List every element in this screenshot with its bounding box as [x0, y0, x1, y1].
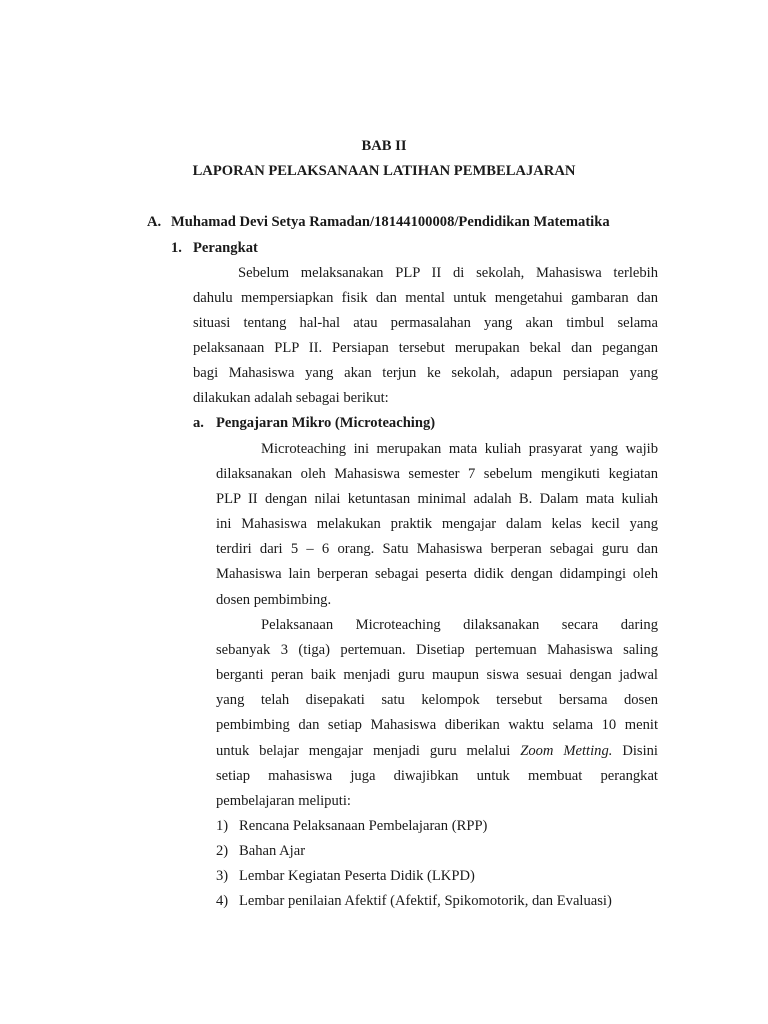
list-item: Lembar penilaian Afektif (Afektif, Spikomotorik, dan Evaluasi): [239, 893, 612, 909]
list-marker: 4): [216, 893, 229, 909]
paragraph-line: pelaksanaan PLP II. Persiapan tersebut merupakan bekal dan pegangan: [193, 340, 658, 356]
paragraph-line: dahulu mempersiapkan fisik dan mental untuk mengetahui gambaran dan: [193, 290, 658, 306]
text-run: untuk belajar mengajar menjadi guru melalui: [216, 743, 521, 759]
paragraph-line-mixed: [216, 742, 658, 760]
paragraph-line: setiap mahasiswa juga diwajibkan untuk membuat perangkat: [216, 768, 658, 784]
item-a-marker: a.: [193, 415, 204, 431]
text-run: Disini: [612, 743, 658, 759]
section-a-title: Muhamad Devi Setya Ramadan/18144100008/Pendidikan Matematika: [171, 214, 610, 230]
list-item: Bahan Ajar: [239, 843, 306, 859]
chapter-title: LAPORAN PELAKSANAAN LATIHAN PEMBELAJARAN: [192, 163, 576, 179]
paragraph-line: pembimbing dan setiap Mahasiswa diberikan waktu selama 10 menit: [216, 717, 658, 733]
paragraph-line: pembelajaran meliputi:: [216, 793, 351, 809]
paragraph-line: Pelaksanaan Microteaching dilaksanakan secara daring: [261, 617, 658, 633]
list-marker: 2): [216, 843, 229, 859]
list-item: Lembar Kegiatan Peserta Didik (LKPD): [239, 868, 475, 884]
paragraph-line: Microteaching ini merupakan mata kuliah prasyarat yang wajib: [261, 441, 658, 457]
paragraph-line: yang telah disepakati satu kelompok tersebut bersama dosen: [216, 692, 658, 708]
paragraph-line: Mahasiswa lain berperan sebagai peserta didik dengan didampingi oleh: [216, 566, 658, 582]
paragraph-line: sebanyak 3 (tiga) pertemuan. Disetiap pertemuan Mahasiswa saling: [216, 642, 658, 658]
section-a-marker: A.: [147, 214, 162, 230]
subsection-1-marker: 1.: [171, 240, 182, 256]
list-marker: 3): [216, 868, 229, 884]
subsection-1-title: Perangkat: [193, 240, 258, 256]
paragraph-line: Sebelum melaksanakan PLP II di sekolah, Mahasiswa terlebih: [238, 265, 658, 281]
item-a-title: Pengajaran Mikro (Microteaching): [216, 415, 436, 431]
paragraph-line: situasi tentang hal-hal atau permasalahan yang akan timbul selama: [193, 315, 658, 331]
paragraph-line: ini Mahasiswa melakukan praktik mengajar dalam kelas kecil yang: [216, 516, 658, 532]
paragraph-line: dosen pembimbing.: [216, 592, 332, 608]
paragraph-line: terdiri dari 5 – 6 orang. Satu Mahasiswa berperan sebagai guru dan: [216, 541, 658, 557]
paragraph-line: bagi Mahasiswa yang akan terjun ke sekolah, adapun persiapan yang: [193, 365, 658, 381]
paragraph-line: PLP II dengan nilai ketuntasan minimal adalah B. Dalam mata kuliah: [216, 491, 658, 507]
list-marker: 1): [216, 818, 229, 834]
italic-term: Zoom Metting.: [520, 743, 613, 759]
chapter-heading: BAB II: [361, 138, 407, 154]
list-item: Rencana Pelaksanaan Pembelajaran (RPP): [239, 818, 488, 834]
paragraph-line: dilaksanakan oleh Mahasiswa semester 7 sebelum mengikuti kegiatan: [216, 466, 658, 482]
paragraph-line: dilakukan adalah sebagai berikut:: [193, 390, 389, 406]
paragraph-line: berganti peran baik menjadi guru maupun siswa sesuai dengan jadwal: [216, 667, 658, 683]
